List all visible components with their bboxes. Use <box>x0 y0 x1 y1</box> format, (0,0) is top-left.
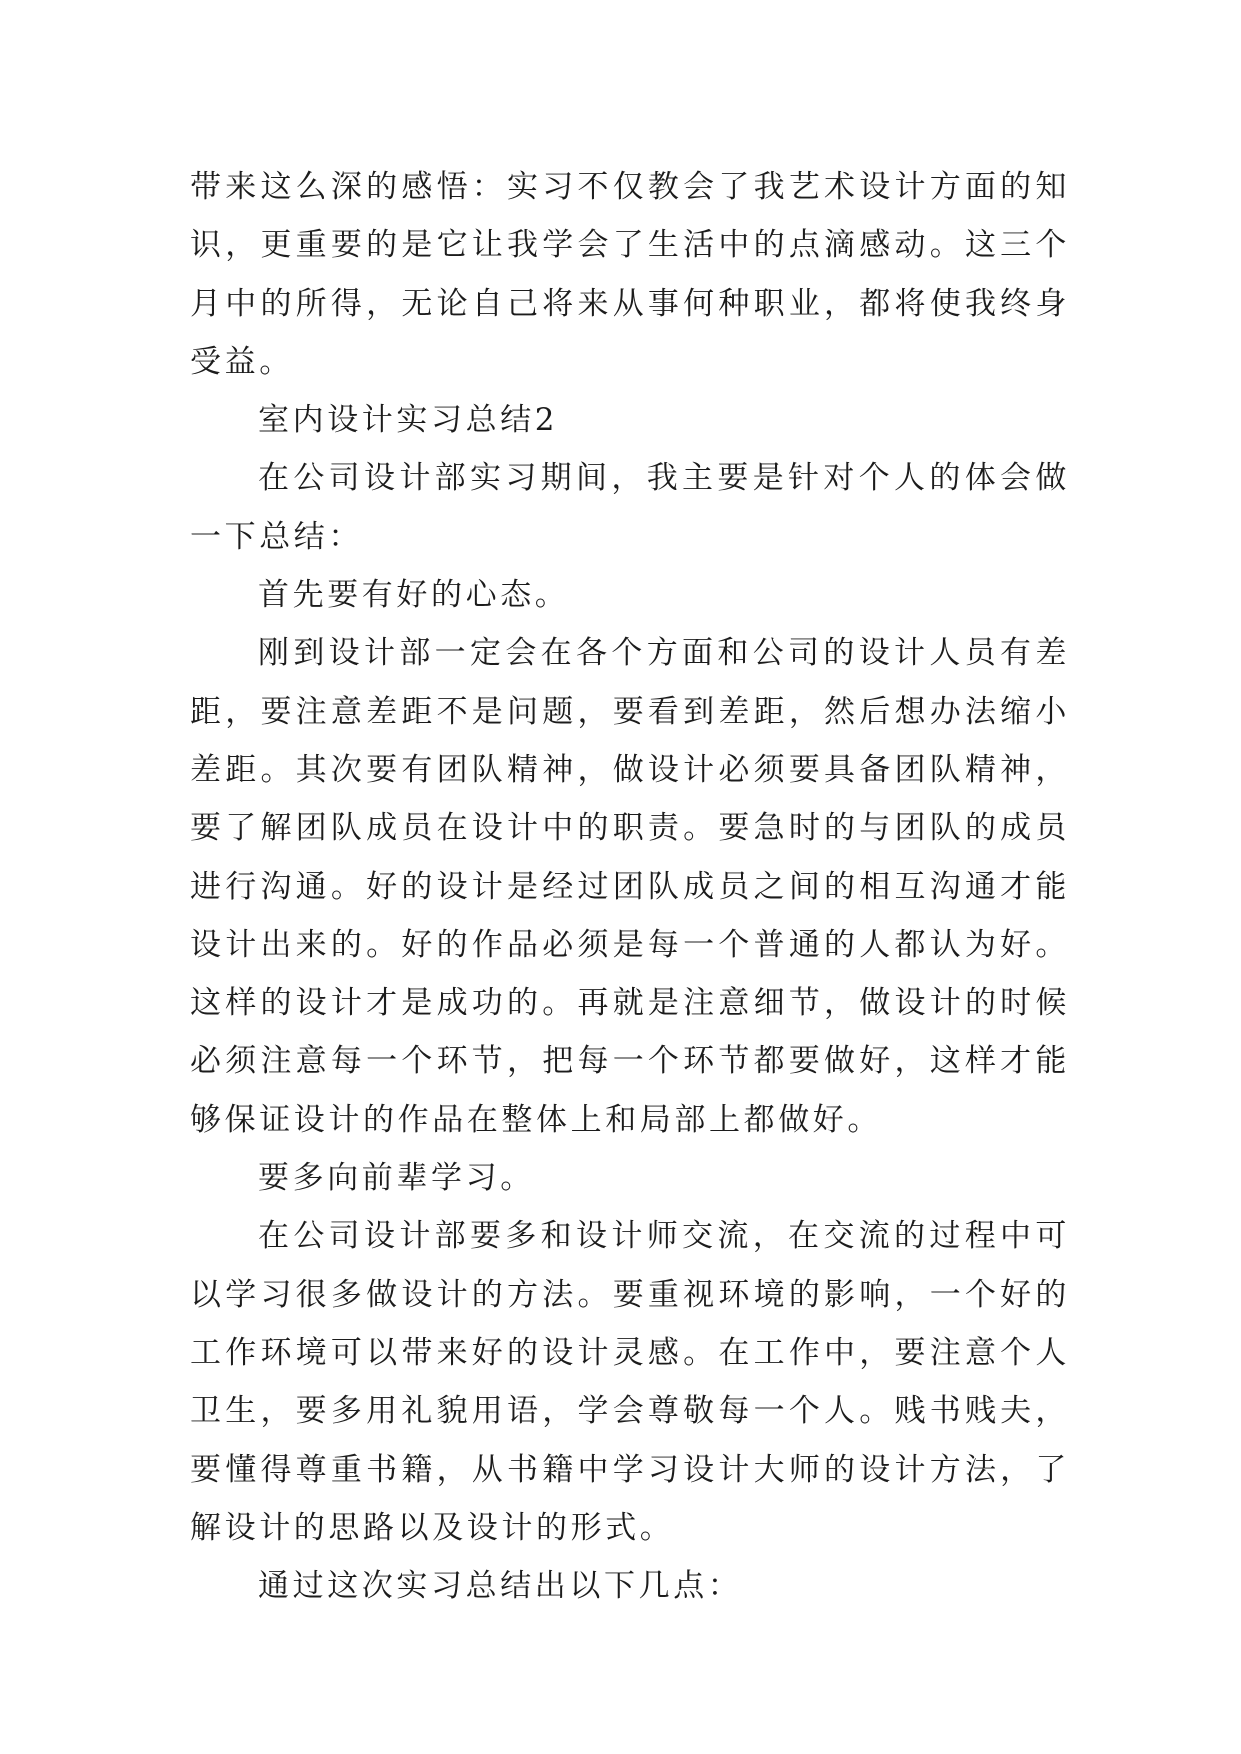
point-heading-attitude: 首先要有好的心态。 <box>258 577 570 614</box>
section-heading: 室内设计实习总结2 <box>258 402 559 439</box>
paragraph-learning: 在公司设计部要多和设计师交流，在交流的过程中可以学习很多做设计的方法。要重视环境的影响，一个好的工作环境可以带来好的设计灵感。在工作中，要注意个人卫生，要多用礼貌用语，学会尊敬每一个人。贱书贱夫，要懂得尊重书籍，从书籍中学习设计大师的设计方法，了解设计的思路以及设计的形式。 <box>190 1218 1070 1546</box>
document-body <box>190 158 1070 1615</box>
paragraph-summary-lead: 通过这次实习总结出以下几点： <box>258 1568 743 1605</box>
paragraph-continuation: 带来这么深的感悟：实习不仅教会了我艺术设计方面的知识，更重要的是它让我学会了生活中的点滴感动。这三个月中的所得，无论自己将来从事何种职业，都将使我终身受益。 <box>190 169 1070 380</box>
paragraph-intro: 在公司设计部实习期间，我主要是针对个人的体会做一下总结： <box>190 460 1070 555</box>
point-heading-learn: 要多向前辈学习。 <box>258 1160 535 1197</box>
paragraph-teamwork: 刚到设计部一定会在各个方面和公司的设计人员有差距，要注意差距不是问题，要看到差距，然后想办法缩小差距。其次要有团队精神，做设计必须要具备团队精神，要了解团队成员在设计中的职责。要急时的与团队的成员进行沟通。好的设计是经过团队成员之间的相互沟通才能设计出来的。好的作品必须是每一个普通的人都认为好。这样的设计才是成功的。再就是注意细节，做设计的时候必须注意每一个环节，把每一个环节都要做好，这样才能够保证设计的作品在整体上和局部上都做好。 <box>190 635 1070 1138</box>
